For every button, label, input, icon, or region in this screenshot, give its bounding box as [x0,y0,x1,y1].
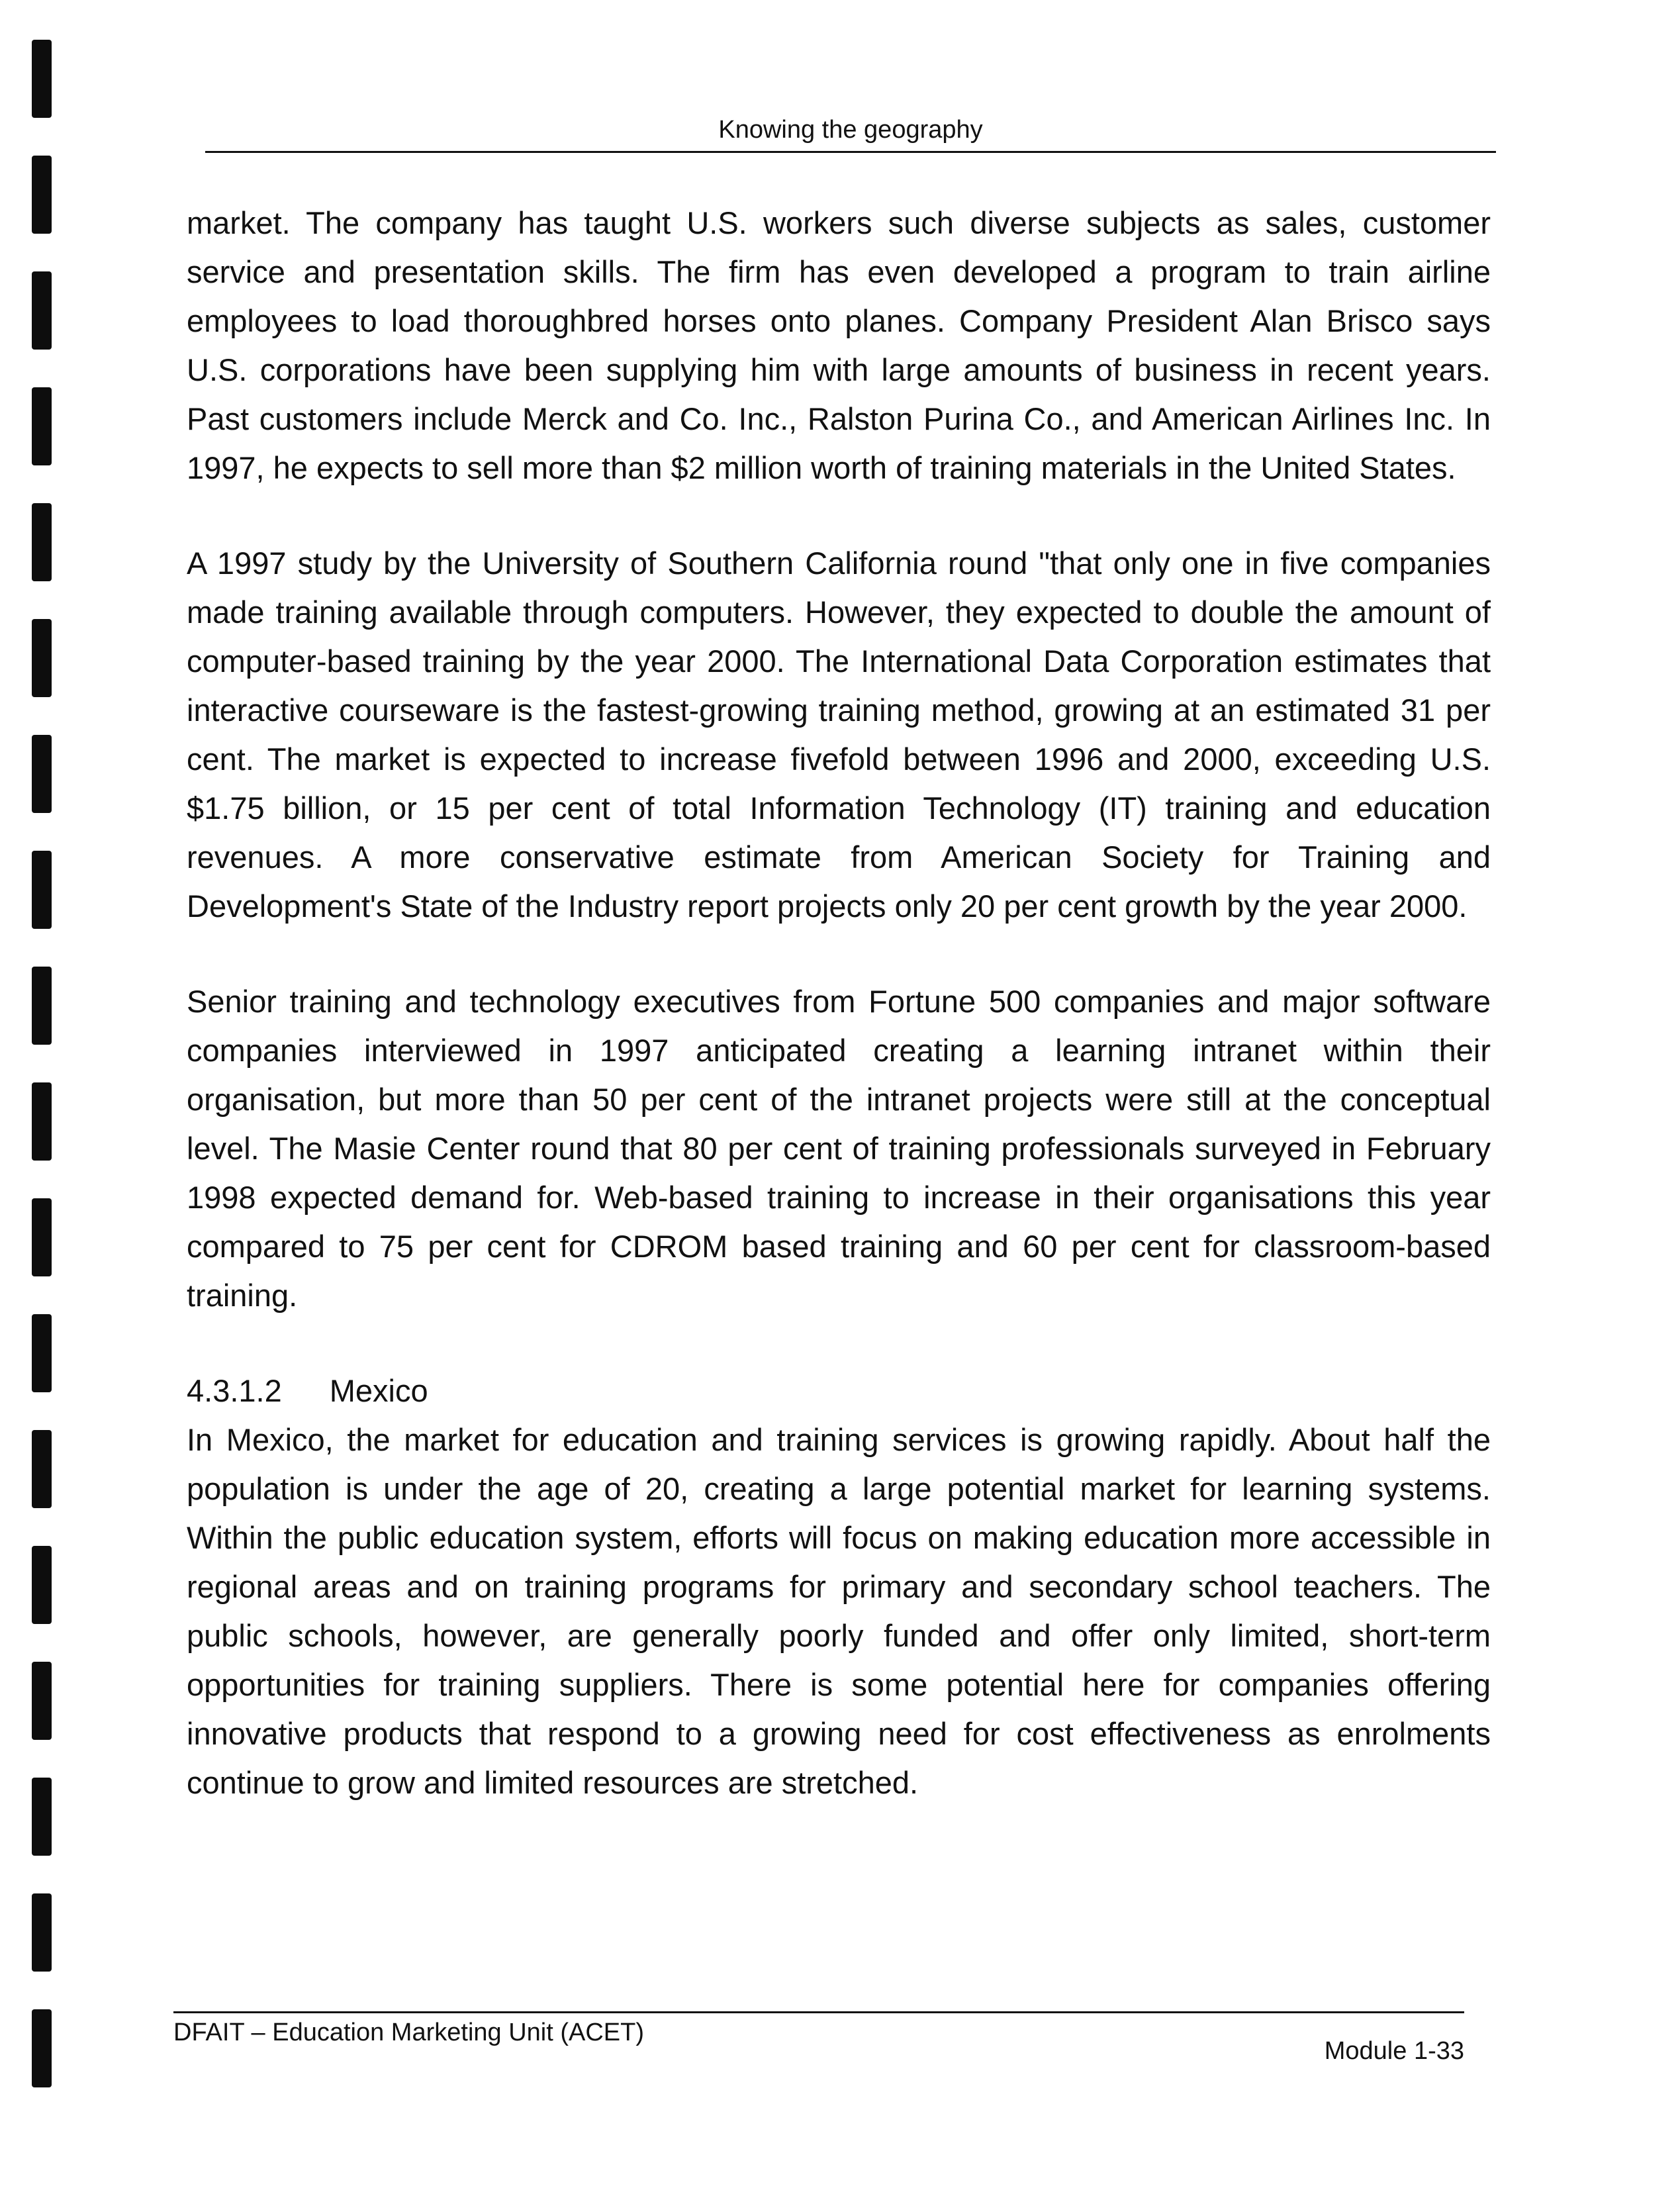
header-title: Knowing the geography [718,116,983,144]
paragraph-training-market: market. The company has taught U.S. workers such diverse subjects as sales, customer service and presentation skills. The firm has even developed a program to train airline employees to load thoroughbred horses onto planes. Company President Alan Brisco says U.S. corporations have been supplying him with large amounts of business in recent years. Past customers include Merck and Co. Inc., Ralston Purina Co., and American Airlines Inc. In 1997, he expects to sell more than $2 million worth of training materials in the United States. [187,205,1491,485]
binding-hole [32,851,52,929]
footer-organization: DFAIT – Education Marketing Unit (ACET) [173,2019,644,2046]
binding-hole [32,156,52,234]
page-footer [173,2011,1464,2066]
page-header [205,116,1496,153]
section-heading [187,1366,1491,1415]
binding-hole [32,503,52,581]
binding-hole [32,1082,52,1161]
binding-hole [32,1778,52,1856]
paragraph-fortune-500: Senior training and technology executives from Fortune 500 companies and major software companies interviewed in 1997 anticipated creating a learning intranet within their organisation, but more than 50 per cent of the intranet projects were still at the conceptual level. The Masie Center round that 80 per cent of training professionals surveyed in February 1998 expected demand for. Web-based training to increase in their organisations this year compared to 75 per cent for CDROM based training and 60 per cent for classroom-based training. [187,984,1491,1313]
page-body [187,199,1491,1854]
binding-holes [32,26,56,2172]
section-number: 4.3.1.2 [187,1373,282,1408]
binding-hole [32,1546,52,1624]
binding-hole [32,1893,52,1972]
binding-hole [32,619,52,697]
binding-hole [32,387,52,465]
paragraph-usc-study: A 1997 study by the University of Southern California round "that only one in five companies made training available through computers. However, they expected to double the amount of computer-based training by the year 2000. The International Data Corporation estimates that interactive courseware is the fastest-growing training method, growing at an estimated 31 per cent. The market is expected to increase fivefold between 1996 and 2000, exceeding U.S. $1.75 billion, or 15 per cent of total Information Technology (IT) training and education revenues. A more conservative estimate from American Society for Training and Development's State of the Industry report projects only 20 per cent growth by the year 2000. [187,546,1491,924]
binding-hole [32,1314,52,1392]
section-title: Mexico [329,1373,428,1408]
footer-page-number: Module 1-33 [1324,2037,1464,2065]
paragraph-mexico: In Mexico, the market for education and training services is growing rapidly. About half the population is under the age of 20, creating a large potential market for learning systems. Within the public education system, efforts will focus on making education more accessible in regional areas and on training programs for primary and secondary school teachers. The public schools, however, are generally poorly funded and offer only limited, short-term opportunities for training suppliers. There is some potential here for companies offering innovative products that respond to a growing need for cost effectiveness as enrolments continue to grow and limited resources are stretched. [187,1422,1491,1800]
binding-hole [32,1662,52,1740]
binding-hole [32,1430,52,1508]
binding-hole [32,271,52,350]
binding-hole [32,1198,52,1276]
binding-hole [32,967,52,1045]
binding-hole [32,2009,52,2087]
binding-hole [32,735,52,813]
binding-hole [32,40,52,118]
